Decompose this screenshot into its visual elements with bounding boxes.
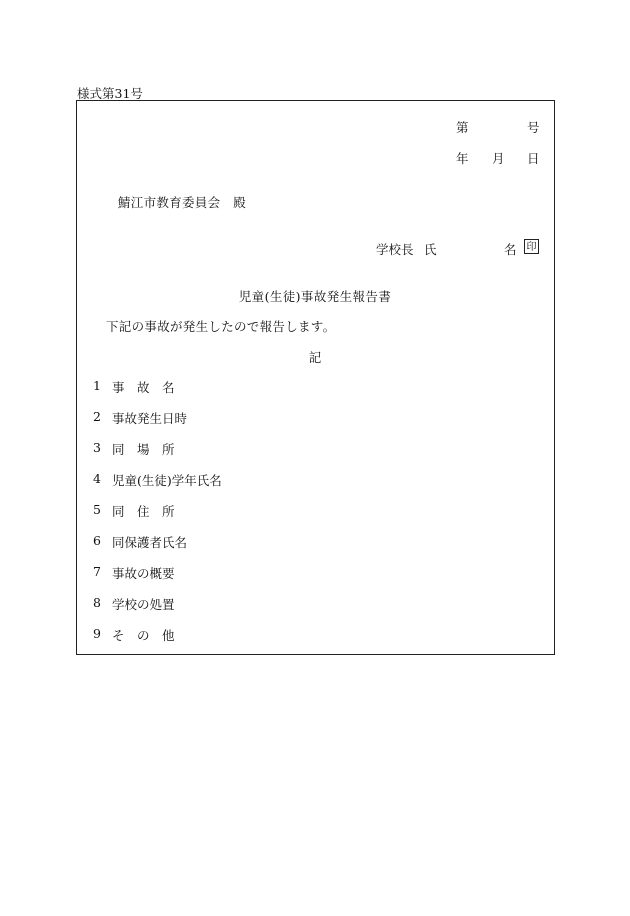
item-number: 2	[93, 409, 101, 424]
item-label: 学校の処置	[112, 597, 175, 612]
item-number: 8	[93, 595, 101, 610]
form-number: 様式第31号	[77, 86, 143, 101]
date-year-label: 年	[456, 151, 469, 166]
seal-mark: 印	[524, 239, 539, 254]
item-number: 1	[93, 378, 101, 393]
item-number: 7	[93, 564, 101, 579]
principal-name-mei: 名	[504, 242, 517, 257]
item-number: 9	[93, 626, 101, 641]
item-number: 3	[93, 440, 101, 455]
item-label: 同 場 所	[112, 442, 175, 457]
item-label: 事 故 名	[112, 380, 175, 395]
document-number-suffix: 号	[527, 120, 540, 135]
date-month-label: 月	[492, 151, 505, 166]
item-number: 4	[93, 471, 101, 486]
report-title: 児童(生徒)事故発生報告書	[238, 289, 392, 304]
document-number-prefix: 第	[456, 120, 469, 135]
principal-label: 学校長	[376, 242, 414, 257]
item-label: そ の 他	[112, 628, 175, 643]
item-label: 事故発生日時	[112, 411, 188, 426]
item-number: 5	[93, 502, 101, 517]
ki-heading: 記	[308, 350, 322, 365]
date-day-label: 日	[527, 151, 540, 166]
item-label: 同保護者氏名	[112, 535, 188, 550]
principal-name-shi: 氏	[424, 242, 437, 257]
addressee: 鯖江市教育委員会 殿	[118, 195, 247, 210]
intro-text: 下記の事故が発生したので報告します。	[106, 319, 336, 334]
item-number: 6	[93, 533, 101, 548]
item-label: 事故の概要	[112, 566, 175, 581]
item-label: 児童(生徒)学年氏名	[112, 473, 222, 488]
item-label: 同 住 所	[112, 504, 175, 519]
